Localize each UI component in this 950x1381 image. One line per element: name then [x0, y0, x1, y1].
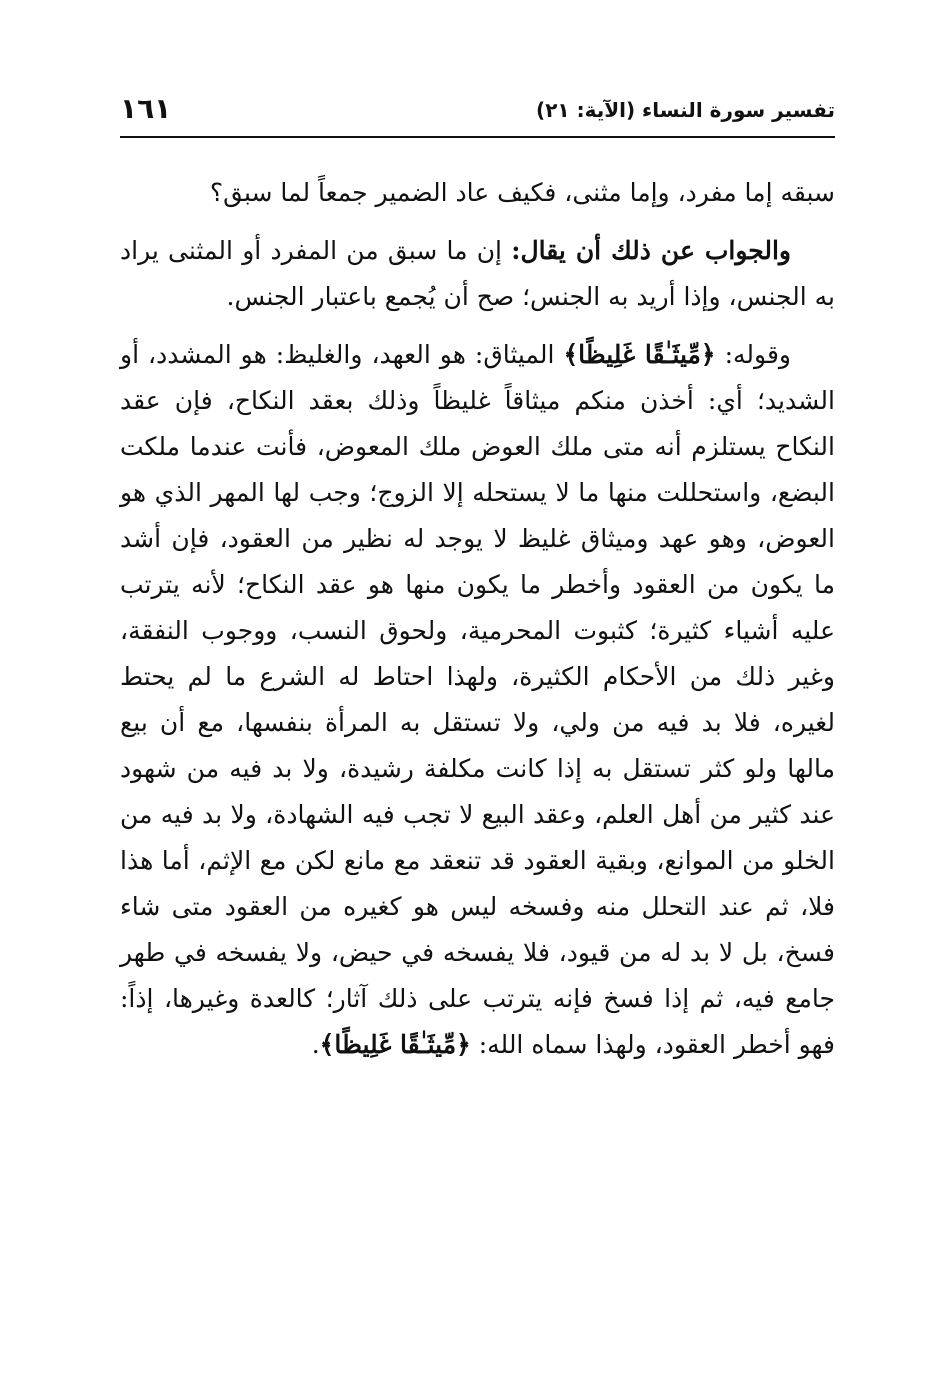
page-header — [120, 92, 835, 132]
paragraph-explanation — [120, 332, 835, 1068]
paragraph-answer — [120, 228, 835, 320]
page-number: ١٦١ — [120, 92, 172, 125]
running-title: تفسير سورة النساء (الآية: ٢١) — [536, 98, 835, 122]
paragraph-intro: وقوله: — [715, 340, 791, 369]
paragraph-continuation — [120, 170, 835, 216]
paragraph-text: سبقه إما مفرد، وإما مثنى، فكيف عاد الضمير جمعاً لما سبق؟ — [209, 178, 835, 207]
header-divider — [120, 136, 835, 138]
paragraph-text: الميثاق: هو العهد، والغليظ: هو المشدد، أو الشديد؛ أي: أخذن منكم ميثاقاً غليظاً وذلك بعقد النكاح، فإن عقد النكاح يستلزم أنه متى ملك العوض ملك المعوض، فأنت عندما ملكت البضع، واستحللت منها ما لا يستحله إلا الزوج؛ وجب لها المهر الذي هو العوض، وهو عهد وميثاق غليظ لا يوجد له نظير من العقود، فإن أشد ما يكون من العقود وأخطر ما يكون منها هو عقد النكاح؛ لأنه يترتب عليه أشياء كثيرة؛ كثبوت المحرمية، ولحوق النسب، ووجوب النفقة، وغير ذلك من الأحكام الكثيرة، ولهذا احتاط له الشرع ما لم يحتط لغيره، فلا بد فيه من ولي، ولا تستقل به المرأة بنفسها، مع أن بيع مالها ولو كثر تستقل به إذا كانت مكلفة رشيدة، ولا بد فيه من شهود عند كثير من أهل العلم، وعقد البيع لا تجب فيه الشهادة، ولا بد فيه من الخلو من الموانع، وبقية العقود قد تنعقد مع مانع لكن مع الإثم، أما هذا فلا، ثم عند التحلل منه وفسخه ليس هو كغيره من العقود متى شاء فسخ، بل لا بد له من قيود، فلا يفسخه في حيض، ولا يفسخه في طهر جامع فيه، ثم إذا فسخ فإنه يترتب على ذلك آثار؛ كالعدة وغيرها، إذاً: فهو أخطر العقود، ولهذا سماه الله: — [120, 340, 835, 1059]
paragraph-text: إن ما سبق من المفرد أو المثنى يراد به الجنس، وإذا أريد به الجنس؛ صح أن يُجمع باعتبار الجنس. — [120, 236, 835, 311]
body-text — [120, 170, 835, 1080]
quran-quote-end: ﴿مِّيثَـٰقًا غَلِيظًا﴾ — [319, 1030, 471, 1059]
quran-quote: ﴿مِّيثَـٰقًا غَلِيظًا﴾ — [563, 340, 716, 369]
paragraph-end: . — [311, 1030, 320, 1059]
answer-lead: والجواب عن ذلك أن يقال: — [511, 236, 792, 265]
